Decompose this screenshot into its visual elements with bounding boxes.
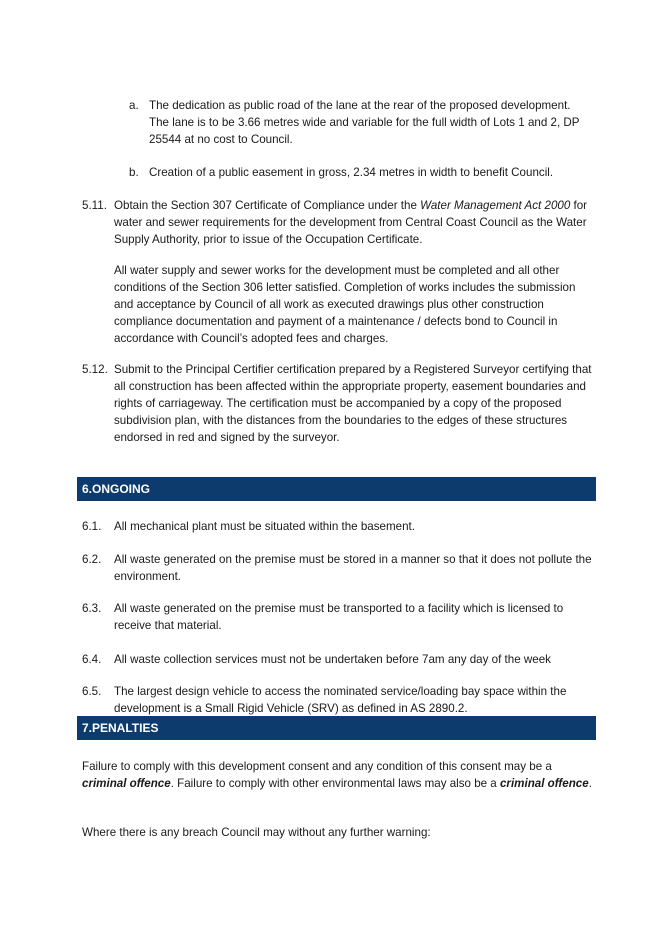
text-span: . Failure to comply with other environmental laws may also be a xyxy=(170,777,500,790)
list-item xyxy=(129,97,589,148)
list-marker: 6.5. xyxy=(82,685,102,698)
penalties-paragraph xyxy=(82,758,594,792)
list-marker: 6.1. xyxy=(82,520,102,533)
text-span: . xyxy=(588,777,592,790)
list-marker: 5.11. xyxy=(82,199,107,212)
list-item-text: All waste generated on the premise must be transported to a facility which is licensed to receive that material. xyxy=(114,602,564,632)
list-marker: 6.3. xyxy=(82,602,102,615)
list-marker: a. xyxy=(129,99,139,112)
condition-5-12 xyxy=(82,361,594,446)
list-marker: 5.12. xyxy=(82,363,108,376)
list-item xyxy=(129,164,589,181)
list-item-text: All mechanical plant must be situated within the basement. xyxy=(114,520,415,533)
condition-5-11-paragraph: All water supply and sewer works for the development must be completed and all other conditions of the Section 306 letter satisfied. Completion of works includes the submission and acceptance by Council of all work as executed drawings plus other construction compliance documentation and payment of a maintenance / defects bond to Council in accordance with Council’s adopted fees and charges. xyxy=(114,264,576,345)
section-heading-ongoing: 6.ONGOING xyxy=(77,477,596,501)
condition-5-12-text: Submit to the Principal Certifier certification prepared by a Registered Surveyor certifying that all construction has been affected within the appropriate property, easement boundaries and rights of carriageway. The certification must be accompanied by a copy of the proposed subdivision plan, with the distances from the boundaries to the edges of these structures endorsed in red and signed by the surveyor. xyxy=(114,363,592,444)
text-span: for water and sewer requirements for the development from Central Coast Council as the Water Supply Authority, prior to issue of the Occupation Certificate. xyxy=(114,199,588,246)
emphasis-text: criminal offence xyxy=(82,777,171,790)
condition-5-11 xyxy=(82,197,594,248)
breach-paragraph: Where there is any breach Council may without any further warning: xyxy=(82,826,431,839)
list-item xyxy=(82,518,594,535)
act-name: Water Management Act 2000 xyxy=(420,199,571,212)
list-item-text: The dedication as public road of the lane at the rear of the proposed development. The lane is to be 3.66 metres wide and variable for the full width of Lots 1 and 2, DP 25544 at no cost to Council. xyxy=(149,99,580,146)
list-marker: 6.2. xyxy=(82,553,102,566)
section-heading-penalties: 7.PENALTIES xyxy=(77,716,596,740)
list-item-text: All waste generated on the premise must be stored in a manner so that it does not pollute the environment. xyxy=(114,553,592,583)
text-span: Obtain the Section 307 Certificate of Compliance under the xyxy=(114,199,421,212)
emphasis-text: criminal offence xyxy=(499,777,589,790)
list-item-text: Creation of a public easement in gross, 2.34 metres in width to benefit Council. xyxy=(149,166,554,179)
text-span: Failure to comply with this development consent and any condition of this consent may be a xyxy=(82,760,552,773)
list-item xyxy=(82,683,594,717)
list-marker: 6.4. xyxy=(82,653,102,666)
list-item-text: The largest design vehicle to access the nominated service/loading bay space within the development is a Small Rigid Vehicle (SRV) as defined in AS 2890.2. xyxy=(114,685,567,715)
condition-5-11-text xyxy=(114,197,594,248)
list-item xyxy=(82,651,594,668)
list-marker: b. xyxy=(129,166,139,179)
list-item xyxy=(82,551,594,585)
list-item xyxy=(82,600,594,634)
list-item-text: All waste collection services must not be undertaken before 7am any day of the week xyxy=(114,653,551,666)
